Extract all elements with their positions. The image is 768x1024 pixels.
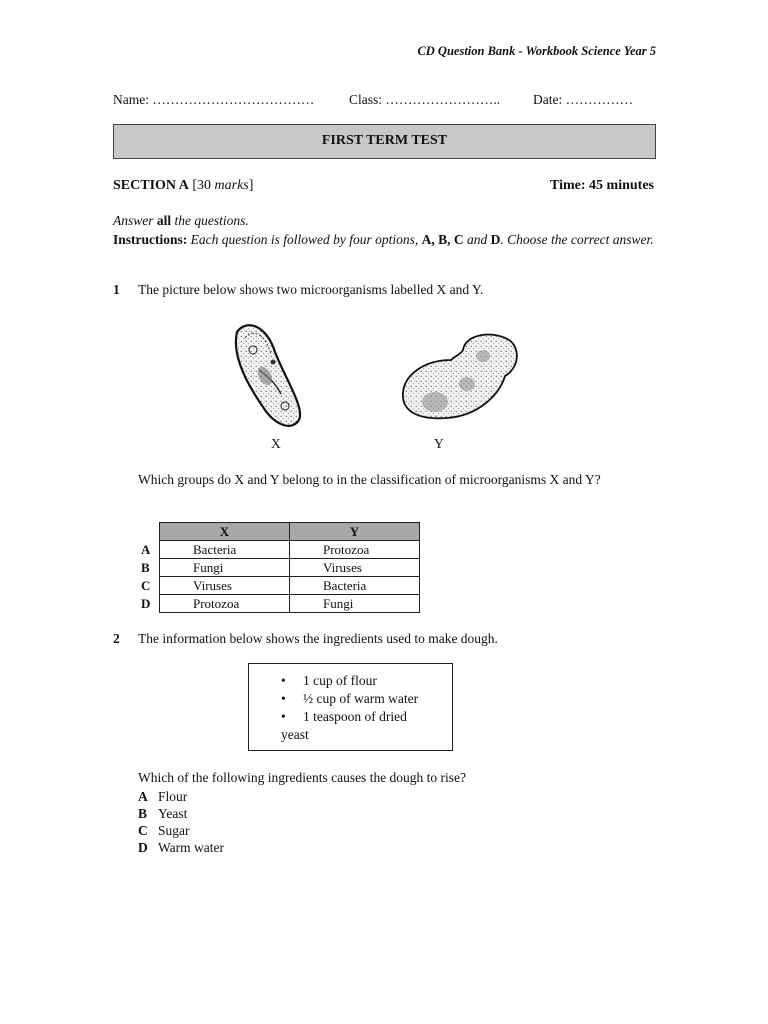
option-letter: D (141, 595, 151, 611)
microorganism-illustration (215, 320, 535, 432)
option-b[interactable] (138, 805, 224, 822)
name-field: Name: ……………………………… (113, 92, 315, 107)
marks-word: marks (214, 178, 249, 193)
question-1-text: The picture below shows two microorganisms labelled X and Y. (138, 282, 484, 297)
cell-x: Fungi (160, 559, 290, 577)
ingredient-text: ½ cup of warm water (303, 691, 419, 706)
option-c[interactable] (138, 822, 224, 839)
instructions-label: Instructions: (113, 232, 188, 247)
option-text: Yeast (158, 806, 188, 821)
column-header-x: X (160, 523, 290, 541)
bullet-icon: • (281, 709, 286, 724)
table-header-row (141, 523, 420, 541)
table-row (141, 595, 420, 613)
option-a[interactable] (138, 788, 224, 805)
marks-suffix: ] (248, 178, 254, 193)
time-limit: Time: 45 minutes (550, 178, 654, 193)
cell-y: Protozoa (290, 541, 420, 559)
ingredients-box (248, 663, 453, 751)
label-x: X (271, 436, 281, 451)
instructions-paragraph (113, 231, 654, 248)
instructions-options-abc: A, B, C (421, 232, 464, 247)
table-row (141, 577, 420, 595)
workbook-title: CD Question Bank - Workbook Science Year 5 (417, 44, 656, 58)
cell-y: Bacteria (290, 577, 420, 595)
option-d[interactable] (138, 839, 224, 856)
section-heading (113, 178, 253, 194)
option-letter: A (141, 541, 151, 557)
label-y: Y (434, 436, 444, 451)
test-title: FIRST TERM TEST (113, 124, 656, 159)
option-letter: D (138, 840, 148, 855)
option-letter: B (138, 806, 148, 821)
option-letter: A (138, 789, 148, 804)
option-letter: B (141, 559, 150, 575)
table-corner (141, 523, 160, 541)
instructions-and: and (463, 232, 491, 247)
marks-prefix: [30 (192, 178, 215, 193)
yeast-y (403, 335, 517, 419)
bullet-icon: • (281, 673, 286, 688)
list-item (249, 672, 452, 690)
question-1-number: 1 (113, 282, 120, 297)
table-row (141, 559, 420, 577)
list-item (249, 690, 452, 708)
answer-bold: all (156, 213, 172, 228)
class-field: Class: …………………….. (349, 92, 501, 107)
paramecium-x (236, 325, 300, 426)
ingredient-text: 1 teaspoon of dried (303, 709, 407, 724)
question-2-number: 2 (113, 631, 120, 646)
section-name: SECTION A (113, 178, 189, 193)
cell-y: Viruses (290, 559, 420, 577)
question-2-options (138, 788, 224, 856)
instructions-text-2: . Choose the correct answer. (500, 232, 654, 247)
date-field: Date: …………… (533, 92, 634, 107)
section-marks (192, 178, 253, 193)
table-row (141, 541, 420, 559)
instructions-option-d: D (490, 232, 501, 247)
answer-all-line (113, 212, 654, 229)
cell-x: Bacteria (160, 541, 290, 559)
option-letter: C (138, 823, 148, 838)
classification-table (141, 522, 420, 613)
cell-y: Fungi (290, 595, 420, 613)
ingredient-text: 1 cup of flour (303, 673, 377, 688)
question-2-prompt: Which of the following ingredients causes the dough to rise? (138, 770, 467, 785)
question-2-text: The information below shows the ingredients used to make dough. (138, 631, 498, 646)
ingredient-wrap-text: yeast (281, 727, 309, 742)
option-text: Sugar (158, 823, 190, 838)
question-1-prompt: Which groups do X and Y belong to in the classification of microorganisms X and Y? (138, 472, 601, 487)
instructions-text-1: Each question is followed by four options, (187, 232, 422, 247)
cell-x: Protozoa (160, 595, 290, 613)
bullet-icon: • (281, 691, 286, 706)
ingredients-list (249, 672, 452, 726)
option-text: Flour (158, 789, 188, 804)
answer-suffix: the questions. (171, 213, 249, 228)
cell-x: Viruses (160, 577, 290, 595)
answer-prefix: Answer (113, 213, 157, 228)
column-header-y: Y (290, 523, 420, 541)
list-item (249, 708, 452, 726)
option-text: Warm water (158, 840, 225, 855)
option-letter: C (141, 577, 151, 593)
